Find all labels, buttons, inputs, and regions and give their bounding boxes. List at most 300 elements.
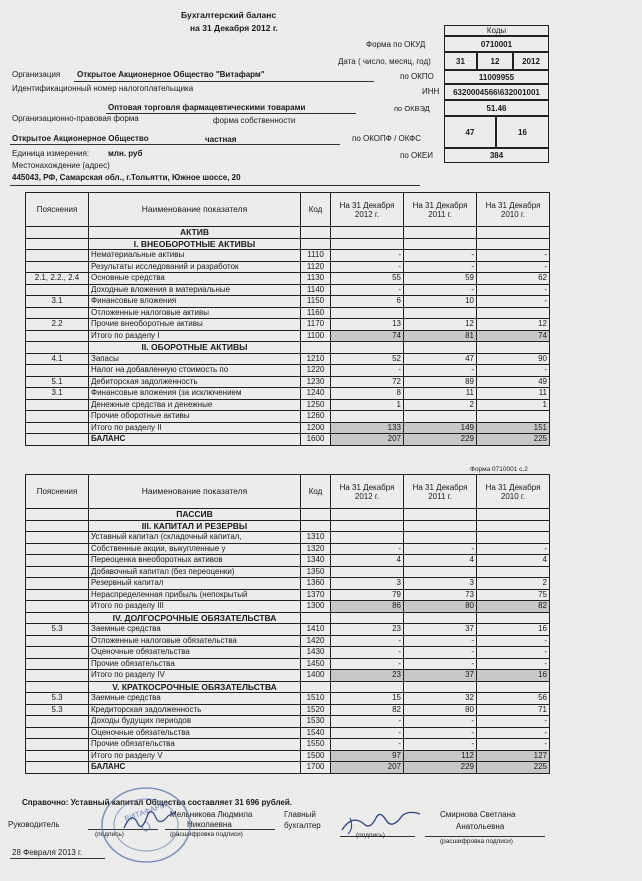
row-name: Оценочные обязательства [89,647,301,659]
assets_rows-row [26,238,550,250]
row-value-2012 [331,227,404,239]
org-underline [74,81,374,82]
ownership-value: частная [205,135,237,144]
row-name: Запасы [89,353,301,365]
row-note [26,681,89,693]
row-note: 5.3 [26,693,89,705]
assets_rows-row [26,434,550,446]
row-code: 1300 [301,601,331,613]
liab_rows-row [26,555,550,567]
header-code: Код [301,193,331,227]
row-code: 1510 [301,693,331,705]
row-note [26,543,89,555]
row-value-2011: 112 [404,750,477,762]
row-value-2010 [477,566,550,578]
row-value-2011: - [404,727,477,739]
row-note [26,250,89,262]
row-code: 1250 [301,399,331,411]
row-value-2011 [404,227,477,239]
row-value-2011: - [404,658,477,670]
row-value-2011: - [404,250,477,262]
row-value-2011: 81 [404,330,477,342]
sign-date: 28 Февраля 2013 г. [12,848,83,857]
row-value-2011 [404,566,477,578]
row-value-2011: 149 [404,422,477,434]
row-note: 5.1 [26,376,89,388]
row-name: Резервный капитал [89,578,301,590]
row-value-2010 [477,509,550,521]
okei-label: по ОКЕИ [400,151,433,160]
liab_rows-row [26,612,550,624]
row-value-2012: 3 [331,578,404,590]
head-decode-caption: (расшифровка подписи) [170,831,243,838]
row-value-2012: - [331,261,404,273]
row-code [301,238,331,250]
row-note [26,647,89,659]
row-value-2010 [477,227,550,239]
okved-value: 51.46 [444,100,549,116]
row-value-2010: 1 [477,399,550,411]
okopf-value: 47 [444,116,496,148]
row-value-2010: - [477,365,550,377]
row-value-2011 [404,509,477,521]
row-value-2010: - [477,261,550,273]
row-code: 1200 [301,422,331,434]
row-value-2010: 62 [477,273,550,285]
row-name: Прочие внеоборотные активы [89,319,301,331]
row-code: 1340 [301,555,331,567]
assets_rows-row [26,261,550,273]
liab_rows-row [26,727,550,739]
row-value-2010 [477,342,550,354]
row-value-2012 [331,520,404,532]
row-note [26,434,89,446]
liab_rows-row [26,647,550,659]
row-name: Прочие обязательства [89,658,301,670]
legal-form-label: Организационно-правовая форма [12,114,139,123]
row-note [26,727,89,739]
row-name: V. КРАТКОСРОЧНЫЕ ОБЯЗАТЕЛЬСТВА [89,681,301,693]
row-value-2010: 71 [477,704,550,716]
row-value-2012 [331,509,404,521]
okei-value: 384 [444,148,549,163]
row-name: Итого по разделу IV [89,670,301,682]
row-value-2012: 55 [331,273,404,285]
row-value-2011: 37 [404,624,477,636]
row-value-2010: 12 [477,319,550,331]
liab-header-row [26,475,550,509]
row-value-2011: - [404,647,477,659]
row-value-2010 [477,238,550,250]
accountant-name-line2: Анатольевна [456,822,505,831]
okpo-value: 11009955 [444,70,549,84]
row-code: 1100 [301,330,331,342]
row-value-2011 [404,532,477,544]
row-note [26,670,89,682]
row-value-2012: 23 [331,670,404,682]
row-value-2010 [477,307,550,319]
header-notes: Пояснения [26,193,89,227]
row-value-2012 [331,681,404,693]
row-value-2011: 4 [404,555,477,567]
row-note [26,658,89,670]
row-value-2012: 23 [331,624,404,636]
liab_rows-row [26,750,550,762]
row-name: БАЛАНС [89,434,301,446]
row-value-2010 [477,411,550,423]
row-value-2010: 16 [477,624,550,636]
header-col2: На 31 Декабря 2011 г. [404,193,477,227]
row-value-2011: - [404,543,477,555]
assets_rows-row [26,227,550,239]
row-value-2010: - [477,716,550,728]
row-value-2010: - [477,635,550,647]
row-code: 1600 [301,434,331,446]
liabilities-table [25,474,550,774]
form-note: Форма 0710001 с.2 [470,466,528,473]
row-value-2012: 82 [331,704,404,716]
header-notes: Пояснения [26,475,89,509]
row-note [26,227,89,239]
row-value-2010: 16 [477,670,550,682]
row-value-2010: 75 [477,589,550,601]
inn-value: 6320004566\632001001 [444,84,549,100]
row-code: 1520 [301,704,331,716]
row-value-2011 [404,681,477,693]
row-value-2011: 12 [404,319,477,331]
row-name: I. ВНЕОБОРОТНЫЕ АКТИВЫ [89,238,301,250]
row-value-2010: 225 [477,434,550,446]
row-code: 1150 [301,296,331,308]
row-value-2012: 86 [331,601,404,613]
row-value-2011: 80 [404,704,477,716]
row-code: 1400 [301,670,331,682]
row-code: 1240 [301,388,331,400]
row-name: АКТИВ [89,227,301,239]
row-name: Доходы будущих периодов [89,716,301,728]
liab_rows-row [26,520,550,532]
row-value-2011 [404,520,477,532]
liab_rows-row [26,578,550,590]
okud-label: Форма по ОКУД [366,40,426,49]
row-note [26,716,89,728]
row-note [26,532,89,544]
row-code: 1130 [301,273,331,285]
head-name-line2: Николаевна [187,820,232,829]
row-value-2010: 11 [477,388,550,400]
liab_rows-row [26,566,550,578]
assets_rows-row [26,250,550,262]
row-note [26,307,89,319]
liab_rows-row [26,693,550,705]
codes-header: Коды [444,25,549,36]
row-code: 1530 [301,716,331,728]
row-value-2011: - [404,716,477,728]
row-note [26,342,89,354]
row-note [26,589,89,601]
row-value-2012: 13 [331,319,404,331]
assets_rows-row [26,376,550,388]
liab_rows-row [26,543,550,555]
row-code: 1350 [301,566,331,578]
assets_rows-row [26,307,550,319]
row-name: Финансовые вложения (за исключением [89,388,301,400]
ownership-label: форма собственности [213,116,296,125]
row-note [26,284,89,296]
date-year: 2012 [513,52,549,70]
org-label: Организация [12,70,61,79]
row-value-2012 [331,342,404,354]
row-code: 1360 [301,578,331,590]
chief-accountant-label-2: бухгалтер [284,821,321,830]
row-name: ПАССИВ [89,509,301,521]
row-note [26,578,89,590]
row-name: Уставный капитал (складочный капитал, [89,532,301,544]
row-note: 5.3 [26,704,89,716]
assets_rows-row [26,284,550,296]
row-note [26,399,89,411]
row-name: IV. ДОЛГОСРОЧНЫЕ ОБЯЗАТЕЛЬСТВА [89,612,301,624]
row-code [301,612,331,624]
row-name: Итого по разделу V [89,750,301,762]
row-value-2010: - [477,658,550,670]
row-value-2012: 4 [331,555,404,567]
row-note [26,261,89,273]
row-value-2011: 2 [404,399,477,411]
row-name: Отложенные налоговые активы [89,307,301,319]
row-code: 1500 [301,750,331,762]
liab_rows-row [26,635,550,647]
document-date: на 31 Декабря 2012 г. [190,23,278,33]
row-value-2010: - [477,647,550,659]
row-value-2011 [404,612,477,624]
liab_rows-row [26,624,550,636]
row-value-2010: 225 [477,762,550,774]
unit-value: млн. руб [108,149,143,158]
okud-value: 0710001 [444,36,549,52]
okfs-value: 16 [496,116,549,148]
row-code: 1140 [301,284,331,296]
row-value-2011: 32 [404,693,477,705]
row-code: 1370 [301,589,331,601]
row-note: 2.1, 2.2., 2.4 [26,273,89,285]
row-code [301,227,331,239]
accountant-name-line1: Смирнова Светлана [440,810,516,819]
assets-table [25,192,550,446]
row-value-2011: 10 [404,296,477,308]
row-value-2010: - [477,543,550,555]
row-name: БАЛАНС [89,762,301,774]
row-value-2011: 229 [404,762,477,774]
okopf-label: по ОКОПФ / ОКФС [352,134,421,143]
assets_rows-row [26,273,550,285]
chief-accountant-label-1: Главный [284,810,316,819]
row-name: Итого по разделу I [89,330,301,342]
row-code: 1230 [301,376,331,388]
row-value-2012: - [331,365,404,377]
head-label: Руководитель [8,820,60,829]
row-value-2012 [331,532,404,544]
row-value-2010: 2 [477,578,550,590]
row-value-2010: 90 [477,353,550,365]
head-name-line1: Мельникова Людмила [170,810,253,819]
row-code: 1700 [301,762,331,774]
row-value-2010: - [477,739,550,751]
liab_rows-row [26,716,550,728]
row-value-2012: - [331,739,404,751]
row-name: Добавочный капитал (без переоценки) [89,566,301,578]
header-name: Наименование показателя [89,193,301,227]
row-value-2010: 151 [477,422,550,434]
header-col1: На 31 Декабря 2012 г. [331,475,404,509]
date-underline [10,858,105,859]
row-name: Нематериальные активы [89,250,301,262]
row-note [26,612,89,624]
row-name: Итого по разделу III [89,601,301,613]
header-col2: На 31 Декабря 2011 г. [404,475,477,509]
row-note [26,520,89,532]
acc-decode-caption: (расшифровка подписи) [440,838,513,845]
row-name: Финансовые вложения [89,296,301,308]
row-value-2010: 74 [477,330,550,342]
row-value-2011: 73 [404,589,477,601]
date-month: 12 [477,52,513,70]
assets_rows-row [26,388,550,400]
liab_rows-row [26,670,550,682]
row-code [301,520,331,532]
row-name: Переоценка внеоборотных активов [89,555,301,567]
row-note [26,330,89,342]
row-value-2012: 72 [331,376,404,388]
row-value-2011 [404,238,477,250]
assets_rows-row [26,411,550,423]
row-value-2010: 49 [477,376,550,388]
assets-header-row [26,193,550,227]
row-value-2011: 59 [404,273,477,285]
row-value-2010 [477,612,550,624]
assets_rows-row [26,296,550,308]
liab_rows-row [26,589,550,601]
address-underline [10,185,420,186]
row-note [26,762,89,774]
address-label: Местонахождение (адрес) [12,161,110,170]
row-value-2012: 74 [331,330,404,342]
acc-sign-caption: (подпись) [356,832,385,839]
row-name: Основные средства [89,273,301,285]
row-value-2010 [477,532,550,544]
row-value-2012: 6 [331,296,404,308]
row-code: 1160 [301,307,331,319]
assets_rows-row [26,342,550,354]
row-note [26,739,89,751]
row-code: 1320 [301,543,331,555]
row-value-2011: 89 [404,376,477,388]
row-value-2012: 79 [331,589,404,601]
row-name: Дебиторская задолженность [89,376,301,388]
row-value-2011 [404,307,477,319]
row-code: 1260 [301,411,331,423]
row-value-2011: - [404,284,477,296]
row-value-2012: - [331,284,404,296]
row-value-2010: 127 [477,750,550,762]
row-value-2012: - [331,635,404,647]
row-value-2012: 15 [331,693,404,705]
row-code: 1170 [301,319,331,331]
row-note [26,411,89,423]
liab_rows-row [26,601,550,613]
assets_rows-row [26,422,550,434]
row-value-2010: - [477,250,550,262]
assets_rows-row [26,330,550,342]
row-name: Доходные вложения в материальные [89,284,301,296]
row-value-2012 [331,566,404,578]
row-value-2011: 47 [404,353,477,365]
inn-label-left: Идентификационный номер налогоплательщика [12,84,194,93]
row-value-2011: 80 [404,601,477,613]
row-value-2011 [404,411,477,423]
row-name: Нераспределенная прибыль (непокрытый [89,589,301,601]
liab_rows-row [26,704,550,716]
row-code: 1220 [301,365,331,377]
liab_rows-row [26,762,550,774]
row-value-2012 [331,238,404,250]
acc-decode-line [425,836,545,837]
stamp-text: ВИТАФАРМ [123,800,168,824]
row-value-2012: 1 [331,399,404,411]
inn-label: ИНН [422,87,440,96]
row-code: 1310 [301,532,331,544]
row-name: Денежные средства и денежные [89,399,301,411]
row-value-2012: - [331,727,404,739]
row-value-2012: - [331,658,404,670]
row-note [26,635,89,647]
row-name: Кредиторская задолженность [89,704,301,716]
row-value-2010 [477,681,550,693]
row-value-2011: 3 [404,578,477,590]
row-code [301,681,331,693]
okved-label: по ОКВЭД [394,104,430,113]
row-note: 3.1 [26,296,89,308]
row-value-2012: - [331,647,404,659]
row-value-2011: - [404,365,477,377]
address-value: 445043, РФ, Самарская обл., г.Тольятти, Южное шоссе, 20 [12,173,241,182]
liab_rows-row [26,532,550,544]
row-name: Заемные средства [89,693,301,705]
row-note [26,601,89,613]
liab_rows-row [26,681,550,693]
row-value-2011: 229 [404,434,477,446]
row-value-2012: - [331,716,404,728]
assets_rows-row [26,399,550,411]
row-value-2012: - [331,250,404,262]
row-value-2012: 8 [331,388,404,400]
org-value: Открытое Акционерное Общество "Витафарм" [77,70,265,79]
row-note [26,422,89,434]
row-note: 3.1 [26,388,89,400]
row-value-2011: 11 [404,388,477,400]
row-value-2012: 97 [331,750,404,762]
accountant-signature-icon [336,808,426,838]
activity-underline [106,113,356,114]
row-value-2011: - [404,739,477,751]
assets_rows-row [26,319,550,331]
row-value-2011: 37 [404,670,477,682]
row-code: 1540 [301,727,331,739]
row-value-2010: 82 [477,601,550,613]
date-day: 31 [444,52,477,70]
row-note [26,509,89,521]
row-code: 1420 [301,635,331,647]
